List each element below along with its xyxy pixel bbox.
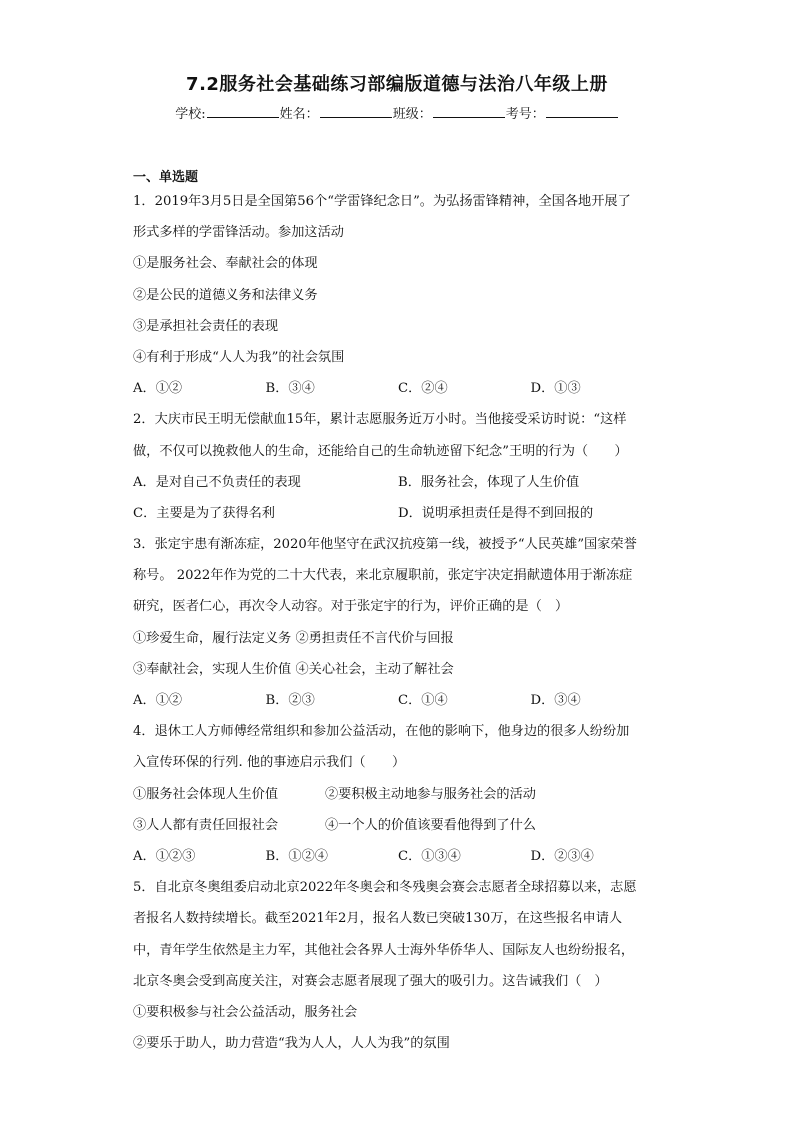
question-4-option-a[interactable]: A．①②③	[133, 848, 196, 864]
school-label: 学校:	[175, 107, 206, 122]
question-2-option-c[interactable]: C．主要是为了获得名利	[133, 505, 275, 521]
exam-number-blank[interactable]	[546, 105, 618, 118]
section-heading: 一、单选题	[133, 170, 199, 185]
question-4-statement-1: ①服务社会体现人生价值	[133, 786, 279, 802]
question-1-statement-1: ①是服务社会、奉献社会的体现	[133, 256, 318, 272]
question-2-option-a[interactable]: A．是对自己不负责任的表现	[133, 474, 301, 490]
student-info-line	[0, 103, 794, 122]
question-5-stem-line-4: 北京冬奥会受到高度关注，对赛会志愿者展现了强大的吸引力。这告诫我们（ ）	[133, 973, 608, 989]
question-3-option-b[interactable]: B．②③	[265, 693, 315, 708]
class-blank[interactable]	[433, 105, 505, 118]
question-4-options	[133, 841, 663, 872]
exam-number-label: 考号：	[505, 107, 545, 122]
question-3	[133, 529, 663, 716]
question-1-option-b[interactable]: B．③④	[265, 381, 315, 397]
school-blank[interactable]	[207, 105, 279, 118]
question-4-statements-row-1	[133, 779, 663, 810]
question-3-options	[133, 685, 663, 716]
question-1-statement-2: ②是公民的道德义务和法律义务	[133, 287, 318, 303]
question-1-option-d[interactable]: D．①③	[530, 381, 581, 397]
question-5-stem-line-1: 5．自北京冬奥组委启动北京2022年冬奥会和冬残奥会赛会志愿者全球招募以来，志愿	[133, 880, 637, 896]
question-3-stem-line-1: 3．张定宇患有渐冻症，2020年他坚守在武汉抗疫第一线，被授予“人民英雄”国家荣誉	[133, 537, 637, 553]
question-4-statement-2: ②要积极主动地参与服务社会的活动	[325, 786, 536, 802]
question-4-option-d[interactable]: D．②③④	[530, 848, 594, 864]
question-5-statement-1: ①要积极参与社会公益活动，服务社会	[133, 1004, 358, 1020]
question-1-stem-line-2: 形式多样的学雷锋活动。参加这活动	[133, 225, 344, 241]
question-1-option-a[interactable]: A．①②	[133, 381, 183, 397]
question-2-option-d[interactable]: D．说明承担责任是得不到回报的	[398, 505, 594, 521]
question-1-options	[133, 373, 663, 404]
question-4-statements-row-2	[133, 810, 663, 841]
question-2	[133, 404, 663, 529]
name-label: 姓名：	[279, 107, 319, 122]
question-4-statement-3: ③人人都有责任回报社会	[133, 817, 279, 833]
question-5-statement-2: ②要乐于助人，助力营造“我为人人，人人为我”的氛围	[133, 1036, 450, 1052]
question-3-option-d[interactable]: D．③④	[530, 693, 581, 708]
question-3-statements-3-4: ③奉献社会，实现人生价值 ④关心社会，主动了解社会	[133, 661, 454, 677]
question-2-option-b[interactable]: B．服务社会，体现了人生价值	[398, 474, 580, 490]
question-1-statement-4: ④有利于形成“人人为我”的社会氛围	[133, 349, 345, 365]
name-blank[interactable]	[320, 105, 392, 118]
question-5-stem-line-3: 中，青年学生依然是主力军，其他社会各界人士海外华侨华人、国际友人也纷纷报名，	[133, 942, 635, 958]
class-label: 班级：	[392, 107, 432, 122]
question-2-options-row-2	[133, 498, 663, 529]
question-list	[133, 186, 663, 1059]
question-5	[133, 872, 663, 1059]
page-title: 7.2服务社会基础练习部编版道德与法治八年级上册	[186, 74, 608, 95]
question-3-option-c[interactable]: C．①④	[398, 693, 448, 708]
question-1	[133, 186, 663, 404]
question-3-option-a[interactable]: A．①②	[133, 693, 183, 708]
question-2-stem-line-2: 做，不仅可以挽救他人的生命，还能给自己的生命轨迹留下纪念”王明的行为（ ）	[133, 443, 628, 459]
question-1-statement-3: ③是承担社会责任的表现	[133, 318, 279, 334]
question-3-statements-1-2: ①珍爱生命，履行法定义务 ②勇担责任不言代价与回报	[133, 630, 454, 646]
question-5-stem-line-2: 者报名人数持续增长。截至2021年2月，报名人数已突破130万，在这些报名申请人	[133, 911, 623, 927]
question-2-options-row-1	[133, 467, 663, 498]
question-2-stem-line-1: 2．大庆市民王明无偿献血15年，累计志愿服务近万小时。当他接受采访时说：“这样	[133, 412, 627, 428]
question-1-stem-line-1: 1．2019年3月5日是全国第56个“学雷锋纪念日”。为弘扬雷锋精神，全国各地开展了	[133, 194, 631, 209]
question-4-stem-line-2: 入宣传环保的行列. 他的事迹启示我们（ ）	[133, 755, 406, 771]
question-4	[133, 716, 663, 872]
question-3-stem-line-3: 研究，医者仁心，再次令人动容。对于张定宇的行为，评价正确的是（ ）	[133, 599, 569, 615]
question-1-option-c[interactable]: C．②④	[398, 381, 448, 397]
question-4-stem-line-1: 4．退休工人方师傅经常组织和参加公益活动，在他的影响下，他身边的很多人纷纷加	[133, 724, 630, 740]
question-4-option-c[interactable]: C．①③④	[398, 848, 461, 864]
question-4-statement-4: ④一个人的价值该要看他得到了什么	[325, 817, 536, 833]
question-4-option-b[interactable]: B．①②④	[265, 848, 328, 864]
question-3-stem-line-2: 称号。 2022年作为党的二十大代表，来北京履职前，张定宇决定捐献遗体用于渐冻症	[133, 568, 633, 584]
